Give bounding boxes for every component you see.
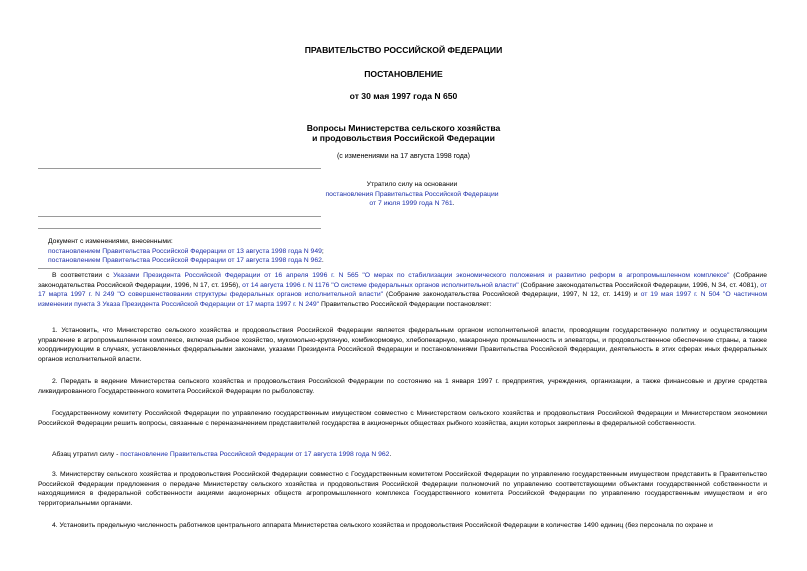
paragraph-6: 4. Установить предельную численность работников центрального аппарата Министерства сельского хозяйства и продовольствия Российской Федерации в количестве 1490 единиц (без персонала по охране и bbox=[52, 522, 713, 529]
divider-line bbox=[38, 168, 321, 169]
divider-line bbox=[38, 268, 321, 269]
divider-line bbox=[38, 228, 321, 229]
divider-line bbox=[38, 216, 321, 217]
paragraph-1: 1. Установить, что Министерство сельского хозяйства и продовольствия Российской Федерации является федеральным органом исполнительной власти, проводящим государственную политику и осуществляющим управление в агропромышленном комплексе, включая рыбное хозяйство, мукомольно-крупяную, комбикормовую, хлебопекарную, макаронную промышленность и элеваторы, и продовольственное обеспечение страны, а также координирующим в случаях, установленных федеральными законами, указами Президента Российской Федерации и постановлениями Правительства Российской Федерации, деятельность в этих сферах иных федеральных органов исполнительной власти. bbox=[38, 327, 767, 363]
document-title-line-2: и продовольствия Российской Федерации bbox=[312, 133, 495, 143]
document-title-line-1: Вопросы Министерства сельского хозяйства bbox=[306, 123, 501, 133]
preamble-paragraph: В соответствии с Указами Президента Российской Федерации от 16 апреля 1996 г. N 565 "О мерах по стабилизации экономического положения и развитию реформ в агропромышленном комплексе" (Собрание законодательства Российской Федерации, 1996, N 17, ст. 1956), от 14 августа 1996 г. N 1176 "О системе федеральных органов исполнительной власти" (Собрание законодательства Российской Федерации, 1996, N 34, ст. 4081), от 17 марта 1997 г. N 249 "О совершенствовании структуры федеральных органов исполнительной власти" (Собрание законодательства Российской Федерации, 1997, N 12, ст. 1419) и от 19 мая 1997 г. N 504 "О частичном изменении пункта 3 Указа Президента Российской Федерации от 17 марта 1997 г. N 249" Правительство Российской Федерации постановляет: bbox=[38, 272, 768, 308]
lost-force-link-1[interactable]: постановления Правительства Российской Федерации bbox=[325, 190, 499, 198]
changes-intro: Документ с изменениями, внесенными: bbox=[48, 238, 173, 245]
ukaz-565-link[interactable]: Указами Президента Российской Федерации от 16 апреля 1996 г. N 565 "О мерах по стабилизации экономического положения и развитию реформ в агропромышленном комплексе" bbox=[113, 272, 730, 279]
ukaz-1176-link[interactable]: от 14 августа 1996 г. N 1176 "О системе федеральных органов исполнительной власти" bbox=[242, 281, 519, 289]
post-962-link[interactable]: постановление Правительства Российской Федерации от 17 августа 1998 года N 962 bbox=[120, 451, 390, 458]
lost-force-note: Утратило силу на основании постановления Правительства Российской Федерации от 7 июля 1999 года N 761. bbox=[292, 180, 532, 209]
paragraph-5: 3. Министерству сельского хозяйства и продовольствия Российской Федерации совместно с Государственным комитетом Российской Федерации по управлению государственным имуществом представить в Правительство Российской Федерации предложения о передаче Министерству сельского хозяйства и продовольствия Российской Федерации полномочий по управлению соответствующими объектами государственной собственности и находящимися в федеральной собственности акциями акционерных обществ агропромышленного комплекса Государственного комитета Российской Федерации по управлению государственным имуществом и его территориальными органами. bbox=[38, 471, 767, 507]
change-link-962[interactable]: постановлением Правительства Российской Федерации от 17 августа 1998 года N 962 bbox=[48, 257, 322, 264]
lost-force-text: Утратило силу на основании bbox=[366, 181, 458, 188]
document-type: ПОСТАНОВЛЕНИЕ bbox=[364, 69, 443, 79]
change-link-949[interactable]: постановлением Правительства Российской Федерации от 13 августа 1998 года N 949 bbox=[48, 247, 322, 255]
edition-note: (с изменениями на 17 августа 1998 года) bbox=[336, 153, 471, 160]
ukaz-504-link[interactable]: от 19 мая 1997 г. N 504 "О частичном изменении пункта 3 Указа Президента Российской Федерации от 17 марта 1997 г. N 249" bbox=[38, 291, 768, 308]
document-date-number: от 30 мая 1997 года N 650 bbox=[349, 91, 458, 101]
paragraph-3: Государственному комитету Российской Федерации по управлению государственным имуществом совместно с Министерством сельского хозяйства и продовольствия Российской Федерации и Министерством экономики Российской Федерации решить вопросы, связанные с переназначением представителей государства в акционерных обществах рыбного хозяйства, акции которых закреплены в федеральной собственности. bbox=[38, 410, 767, 427]
changes-block: Документ с изменениями, внесенными: постановлением Правительства Российской Федерации от 13 августа 1998 года N 949; постановлением Правительства Российской Федерации от 17 августа 1998 года N 962. bbox=[48, 238, 324, 264]
paragraph-2: 2. Передать в ведение Министерства сельского хозяйства и продовольствия Российской Федерации по состоянию на 1 января 1997 г. предприятия, учреждения, организации, а также финансовые и другие средства ликвидированного Государственного комитета Российской Федерации по рыболовству. bbox=[38, 378, 767, 395]
government-heading: ПРАВИТЕЛЬСТВО РОССИЙСКОЙ ФЕДЕРАЦИИ bbox=[304, 45, 503, 55]
ukaz-249-link[interactable]: от 17 марта 1997 г. N 249 "О совершенствовании структуры федеральных органов исполнительной власти" bbox=[38, 281, 767, 299]
lost-force-link-2[interactable]: от 7 июля 1999 года N 761 bbox=[369, 200, 453, 207]
paragraph-4: Абзац утратил силу - постановление Правительства Российской Федерации от 17 августа 1998 года N 962. bbox=[52, 451, 392, 458]
